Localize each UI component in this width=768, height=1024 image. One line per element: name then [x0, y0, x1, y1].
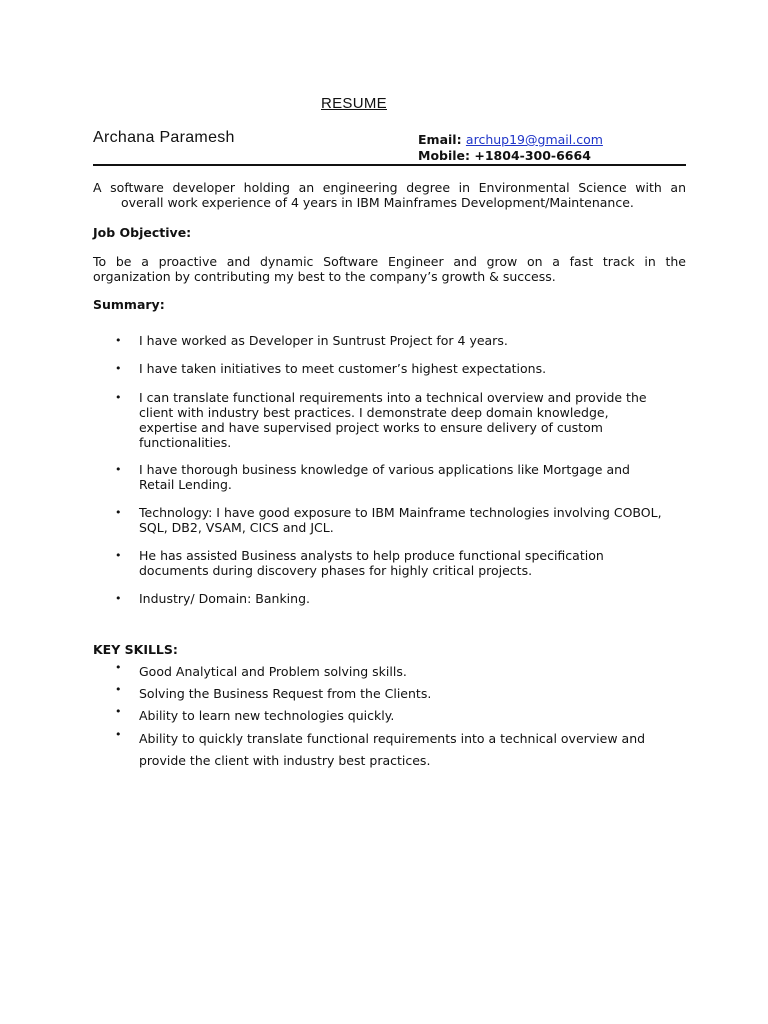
mobile-line: Mobile: +1804-300-6664 [418, 148, 591, 163]
summary-item-text: I can translate functional requirements into a technical overview and provide the client with industry best practices. I demonstrate deep domain knowledge, expertise and have supervised project works to ensure delivery of custom functionalities. [139, 390, 647, 450]
summary-item-text: I have thorough business knowledge of various applications like Mortgage and Retail Lending. [139, 462, 630, 492]
bullet-icon: • [115, 683, 122, 696]
skill-item-text: Ability to quickly translate functional requirements into a technical overview and provide the client with industry best practices. [139, 731, 646, 768]
header-divider [93, 164, 686, 166]
skill-item-text: Ability to learn new technologies quickly. [139, 708, 395, 723]
intro-line-1: A software developer holding an engineering degree in Environmental Science with an [93, 180, 686, 195]
email-label: Email: [418, 132, 466, 147]
bullet-icon: • [115, 506, 122, 519]
skill-item-text: Good Analytical and Problem solving skills. [139, 664, 407, 679]
summary-item-text: I have worked as Developer in Suntrust Project for 4 years. [139, 333, 508, 348]
bullet-icon: • [115, 728, 122, 741]
email-line [418, 132, 603, 148]
intro-paragraph [93, 180, 686, 210]
bullet-icon: • [115, 334, 122, 347]
summary-heading: Summary: [93, 297, 165, 312]
objective-heading: Job Objective: [93, 225, 192, 240]
summary-item-text: He has assisted Business analysts to help produce functional specification documents during discovery phases for highly critical projects. [139, 548, 604, 578]
bullet-icon: • [115, 661, 122, 674]
contact-block [418, 132, 603, 164]
summary-item-text: Industry/ Domain: Banking. [139, 591, 310, 606]
bullet-icon: • [115, 705, 122, 718]
objective-line-1: To be a proactive and dynamic Software Engineer and grow on a fast track in the [93, 254, 686, 269]
candidate-name: Archana Paramesh [93, 129, 235, 146]
bullet-icon: • [115, 592, 122, 605]
key-skills-heading: KEY SKILLS: [93, 642, 178, 657]
bullet-icon: • [115, 549, 122, 562]
skill-item-text: Solving the Business Request from the Clients. [139, 686, 432, 701]
email-link[interactable]: archup19@gmail.com [465, 132, 603, 147]
bullet-icon: • [115, 463, 122, 476]
summary-item-text: I have taken initiatives to meet customer’s highest expectations. [139, 361, 547, 376]
intro-line-2: overall work experience of 4 years in IBM Mainframes Development/Maintenance. [121, 195, 634, 210]
bullet-icon: • [115, 391, 122, 404]
bullet-icon: • [115, 362, 122, 375]
document-title: RESUME [321, 95, 387, 112]
objective-line-2: organization by contributing my best to the company’s growth & success. [93, 269, 556, 284]
objective-paragraph [93, 254, 686, 284]
summary-item-text: Technology: I have good exposure to IBM Mainframe technologies involving COBOL, SQL, DB2, VSAM, CICS and JCL. [139, 505, 662, 535]
